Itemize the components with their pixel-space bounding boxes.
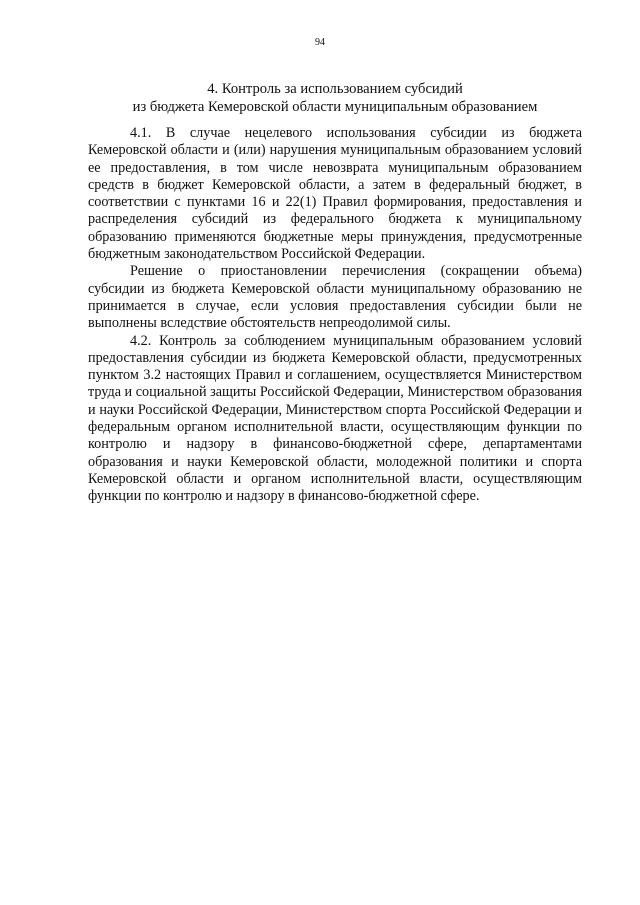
section-heading-line-2: из бюджета Кемеровской области муниципальным образованием [132, 99, 538, 115]
page-number: 94 [315, 37, 325, 48]
paragraph-4-2: 4.2. Контроль за соблюдением муниципальным образованием условий предоставления субсидии из бюджета Кемеровской области, предусмотренных пунктом 3.2 настоящих Правил и соглашением, осуществляется Министерством труда и социальной защиты Российской Федерации, Министерством образования и науки Российской Федерации, Министерством спорта Российской Федерации и федеральным органом исполнительной власти, осуществляющим функции по контролю и надзору в финансово-бюджетной сфере, департаментами образования и науки Кемеровской области, молодежной политики и спорта Кемеровской области и органом исполнительной власти, осуществляющим функции по контролю и надзору в финансово-бюджетной сфере. [88, 332, 582, 505]
body-text [88, 125, 582, 506]
paragraph-decision: Решение о приостановлении перечисления (сокращении объема) субсидии из бюджета Кемеровской области муниципальному образованию не принимается в случае, если условия предоставления субсидии были не выполнены вследствие обстоятельств непреодолимой силы. [88, 263, 582, 332]
paragraph-4-1: 4.1. В случае нецелевого использования субсидии из бюджета Кемеровской области и (или) нарушения муниципальным образованием условий ее предоставления, в том числе невозврата муниципальным образованием средств в бюджет Кемеровской области, а затем в федеральный бюджет, в соответствии с пунктами 16 и 22(1) Правил формирования, предоставления и распределения субсидий из федерального бюджета к муниципальному образованию применяются бюджетные меры принуждения, предусмотренные бюджетным законодательством Российской Федерации. [88, 125, 582, 263]
section-heading-line-1: 4. Контроль за использованием субсидий [207, 81, 463, 97]
section-heading [88, 80, 582, 116]
